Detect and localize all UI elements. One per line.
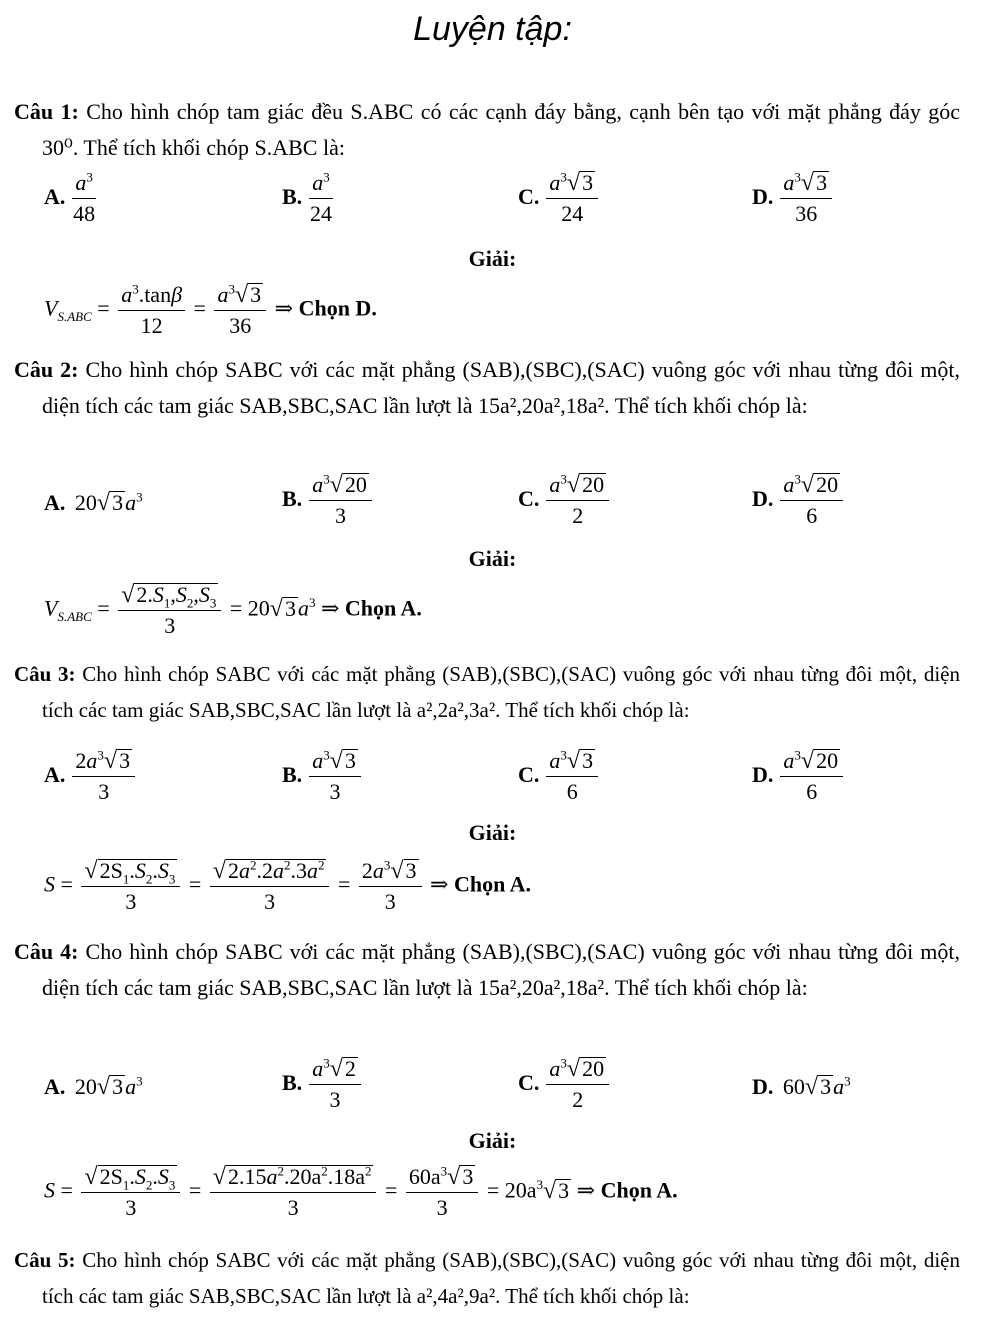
q3-option-c: C. $\frac{a^3√3}{6}$ bbox=[518, 748, 601, 805]
q4-option-c: C. $\frac{a^3√20}{2}$ bbox=[518, 1056, 612, 1113]
q4-option-b: B. $\frac{a^3√2}{3}$ bbox=[282, 1056, 364, 1113]
question-5-text: Cho hình chóp SABC với các mặt phẳng (SAB),(SBC),(SAC) vuông góc với nhau từng đôi một, diện tích các tam giác SAB,SBC,SAC lần lượt là a²,4a²,9a². Thể tích khối chóp là: bbox=[42, 1248, 961, 1308]
q3-solution: S = $\frac{√2S_1.S_2.S_3}{3}$ = $\frac{√2a^2.2a^2.3a^2}{3}$ = $\frac{2a^3√3}{3}$ ⇒ Chọn A. bbox=[44, 857, 532, 914]
q4-solution: S = $\frac{√2S_1.S_2.S_3}{3}$ = $\frac{√2.15a^2.20a^2.18a^2}{3}$ = $\frac{60a^3√3}{3}$ = $20a^3√3$ ⇒ Chọn A. bbox=[44, 1163, 678, 1220]
question-4-label: Câu 4: bbox=[14, 939, 79, 964]
question-5-label: Câu 5: bbox=[14, 1248, 76, 1272]
question-3-label: Câu 3: bbox=[14, 662, 76, 686]
question-2-label: Câu 2: bbox=[14, 357, 79, 382]
q1-solution: $V_{S.ABC}$ = $\frac{a^3.\tan\beta}{12}$ = $\frac{a^3√3}{36}$ ⇒ Chọn D. bbox=[44, 281, 377, 338]
page-title: Luyện tập: bbox=[413, 10, 572, 48]
question-5 bbox=[14, 1242, 961, 1314]
q2-option-c: C. $\frac{a^3√20}{2}$ bbox=[518, 472, 612, 529]
solution-heading-2: Giải: bbox=[468, 546, 517, 571]
question-2-text: Cho hình chóp SABC với các mặt phẳng (SAB),(SBC),(SAC) vuông góc với nhau từng đôi một, diện tích các tam giác SAB,SBC,SAC lần lượt là 15a²,20a²,18a². Thể tích khối chóp là: bbox=[42, 357, 960, 418]
q1-option-b: B. $\frac{a^3}{24}$ bbox=[282, 169, 332, 226]
q1-option-d: D. $\frac{a^3√3}{36}$ bbox=[752, 170, 835, 227]
solution-heading-4: Giải: bbox=[468, 1128, 517, 1153]
q2-option-b: B. $\frac{a^3√20}{3}$ bbox=[282, 472, 375, 529]
question-2 bbox=[14, 352, 960, 424]
question-3-text: Cho hình chóp SABC với các mặt phẳng (SAB),(SBC),(SAC) vuông góc với nhau từng đôi một, diện tích các tam giác SAB,SBC,SAC lần lượt là a²,2a²,3a². Thể tích khối chóp là: bbox=[42, 662, 961, 722]
question-1-label: Câu 1: bbox=[14, 99, 79, 124]
q3-option-b: B. $\frac{a^3√3}{3}$ bbox=[282, 748, 364, 805]
q2-option-d: D. $\frac{a^3√20}{6}$ bbox=[752, 472, 846, 529]
solution-heading-1: Giải: bbox=[468, 246, 517, 271]
q3-option-a: A. $\frac{2a^3√3}{3}$ bbox=[44, 748, 138, 805]
q4-option-d: D. $60√3a^3$ bbox=[752, 1073, 851, 1100]
q3-option-d: D. $\frac{a^3√20}{6}$ bbox=[752, 748, 846, 805]
question-4-text: Cho hình chóp SABC với các mặt phẳng (SAB),(SBC),(SAC) vuông góc với nhau từng đôi một, diện tích các tam giác SAB,SBC,SAC lần lượt là 15a²,20a²,18a². Thể tích khối chóp là: bbox=[42, 939, 960, 1000]
solution-heading-3: Giải: bbox=[468, 820, 517, 845]
question-3 bbox=[14, 656, 961, 728]
q4-option-a: A. $20√3a^3$ bbox=[44, 1073, 143, 1100]
q2-option-a: A. $20√3a^3$ bbox=[44, 489, 143, 516]
q1-option-c: C. $\frac{a^3√3}{24}$ bbox=[518, 170, 601, 227]
question-1 bbox=[14, 94, 961, 166]
q2-solution: $V_{S.ABC}$ = $\frac{√2.S_1,S_2,S_3}{3}$ = $20√3a^3$ ⇒ Chọn A. bbox=[44, 582, 422, 638]
question-4 bbox=[14, 934, 960, 1006]
question-1-text: Cho hình chóp tam giác đều S.ABC có các cạnh đáy bằng, cạnh bên tạo với mặt phẳng đáy góc 30⁰. Thể tích khối chóp S.ABC là: bbox=[42, 99, 961, 160]
q1-option-a: A. $\frac{a^3}{48}$ bbox=[44, 169, 96, 226]
